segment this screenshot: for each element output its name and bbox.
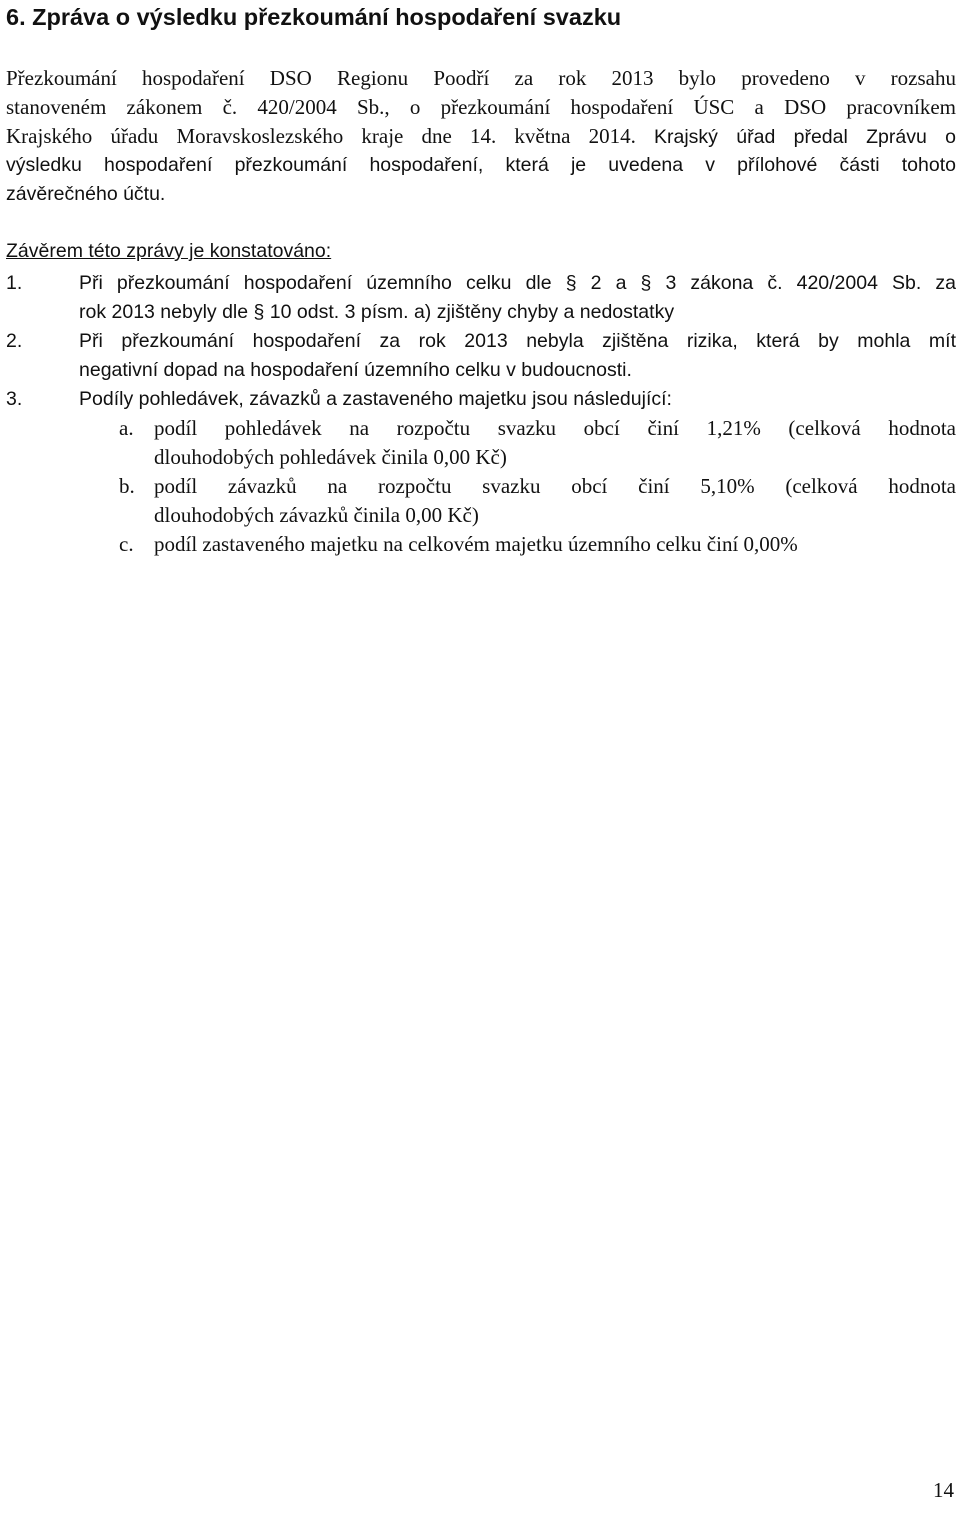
conclusion-label: Závěrem této zprávy je konstatováno: [6, 240, 332, 262]
intro-line: stanoveném zákonem č. 420/2004 Sb., o přezkoumání hospodaření ÚSC a DSO pracovníkem [6, 95, 956, 119]
item-number: 2. [6, 330, 23, 352]
sub-item-line: dlouhodobých pohledávek činila 0,00 Kč) [154, 445, 507, 469]
intro-line [6, 122, 956, 151]
list-item [6, 269, 956, 327]
item-number: 1. [6, 272, 23, 294]
list-item [6, 327, 956, 385]
sub-item-line: dlouhodobých závazků činila 0,00 Kč) [154, 503, 479, 527]
item-number: 3. [6, 388, 23, 410]
page-number: 14 [933, 1478, 954, 1502]
sub-item-line: podíl závazků na rozpočtu svazku obcí činí 5,10% (celková hodnota [154, 474, 956, 498]
sub-item-line: podíl zastaveného majetku na celkovém majetku územního celku činí 0,00% [154, 532, 798, 556]
item-line: Podíly pohledávek, závazků a zastaveného majetku jsou následující: [79, 388, 672, 410]
sub-item-line: podíl pohledávek na rozpočtu svazku obcí činí 1,21% (celková hodnota [154, 416, 956, 440]
section-heading: 6. Zpráva o výsledku přezkoumání hospodaření svazku [6, 4, 622, 30]
sub-item-letter: c. [119, 532, 134, 556]
sub-list-item [6, 530, 956, 559]
intro-line: Přezkoumání hospodaření DSO Regionu Poodří za rok 2013 bylo provedeno v rozsahu [6, 66, 956, 90]
intro-line-sans: Krajský úřad předal Zprávu o [654, 126, 957, 148]
sub-item-letter: a. [119, 416, 134, 440]
intro-line-serif: Krajského úřadu Moravskoslezského kraje dne 14. května 2014. [6, 124, 636, 148]
intro-line: výsledku hospodaření přezkoumání hospodaření, která je uvedena v přílohové části tohoto [6, 154, 956, 176]
item-line: Při přezkoumání hospodaření územního celku dle § 2 a § 3 zákona č. 420/2004 Sb. za [79, 272, 956, 294]
intro-paragraph [6, 64, 956, 209]
sub-list-item [6, 414, 956, 472]
conclusion-list [6, 269, 956, 559]
item-line: Při přezkoumání hospodaření za rok 2013 nebyla zjištěna rizika, která by mohla mít [79, 330, 956, 352]
item-line: negativní dopad na hospodaření územního celku v budoucnosti. [79, 359, 632, 381]
intro-line: závěrečného účtu. [6, 183, 166, 205]
sub-list-item [6, 472, 956, 530]
item-line: rok 2013 nebyly dle § 10 odst. 3 písm. a) zjištěny chyby a nedostatky [79, 301, 675, 323]
list-item [6, 385, 956, 414]
sub-item-letter: b. [119, 474, 135, 498]
